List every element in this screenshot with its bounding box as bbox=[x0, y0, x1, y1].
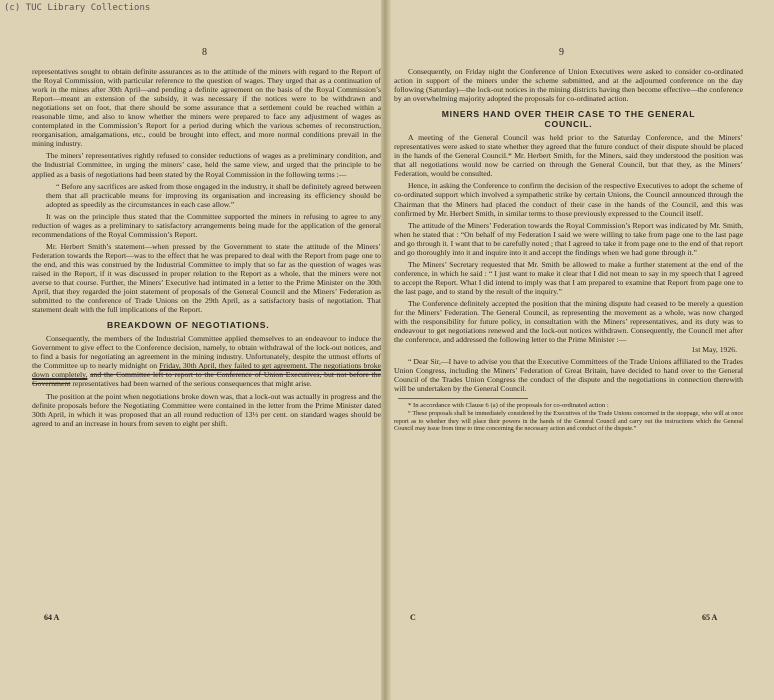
right-page bbox=[391, 0, 774, 700]
heading-line: MINERS HAND OVER THEIR CASE TO THE GENERAL bbox=[441, 109, 696, 120]
letter-body: “ Dear Sir,—I have to advise you that the Executive Committees of the Trade Unions affiliated to the Trades Union Congress, including the Miners’ Federation of Great Britain, have decided to hand over to the General Council of the Trades Union Congress the conduct of the dispute and the negotiations in connection therewith will be undertaken by the General Council. bbox=[394, 357, 743, 394]
paragraph: A meeting of the General Council was held prior to the Saturday Conference, and the Miners’ representatives were asked to state whether they agreed that the future conduct of their dispute should be placed in the hands of the General Council.* Mr. Herbert Smith, for the Miners, said they understood the position was that all negotiations would now be carried on through the General Council, but that they, as the Miners’ Federation, would be consulted. bbox=[394, 133, 743, 179]
letter-date: 1st May, 1926. bbox=[691, 345, 737, 355]
paragraph: The attitude of the Miners’ Federation towards the Royal Commission’s Report was indicated by Mr. Smith, when he stated that : “On behalf of my Federation I said we were willing to take from page one to the last page and go through it. I want that to be carefully noted ; that I agreed to take it from page one to the end of that report and go thoroughly into it and inquire into it and accept the findings when we had gone through it.” bbox=[394, 220, 743, 257]
left-text-column bbox=[32, 67, 381, 428]
footnote-quote: “ These proposals shall be immediately considered by the Executives of the Trade Unions concerned in the stoppage, who will at once report as to whether they will place their powers in the hands of the General Council and carry out the instructions which the General Council may issue from time to time concerning the necessary action and conduct of the dispute.” bbox=[394, 410, 743, 433]
paragraph-text: representatives had been warned of the serious consequences that might arise. bbox=[72, 379, 312, 389]
paragraph: The Conference definitely accepted the position that the mining dispute had ceased to be merely a question for the Miners’ Federation. The General Council, as representing the movement as a whole, was now charged with the responsibility for future policy, in consultation with the Miners’ representatives, and its duty was to endeavour to get negotiations renewed and the lock-out notices withdrawn. Consequently, the Council met after the conference, and addressed the following letter to the Prime Minister :— bbox=[394, 298, 743, 345]
paragraph bbox=[32, 334, 381, 388]
page-footer: 65 A bbox=[702, 613, 718, 622]
footnote-divider bbox=[398, 398, 528, 399]
section-heading bbox=[394, 109, 743, 129]
page-number: 8 bbox=[202, 47, 207, 58]
paragraph: Mr. Herbert Smith’s statement—when pressed by the Government to state the attitude of the Miners’ Federation towards the Report—was to the effect that he was prepared to deal with the Report from page one to the end, and this was construed by the Industrial Committee to imply that so far as the question of wages was raised in the Report, if it was discussed in proper relation to the Report as a whole, that the miners were not averse to that course. Further, the Miners’ Executive had intimated in a letter to the Prime Minister on the 30th April, that they regarded the joint statement of proposals of the General Council and the Miners’ Federation as submitted to the conference of Trade Unions on the 29th April, as a satisfactory basis of negotiation. That statement dealt with the full implications of the Report. bbox=[32, 241, 381, 315]
copyright-watermark: (c) TUC Library Collections bbox=[4, 3, 151, 13]
footnote: * In accordance with Clause 6 (a) of the proposals for co-ordinated action : bbox=[408, 402, 609, 410]
struck-text: and the Committee left to report to the Conference of Union Executives, but not before the Government bbox=[32, 370, 381, 389]
page-number: 9 bbox=[559, 47, 564, 58]
paragraph: representatives sought to obtain definite assurances as to the attitude of the miners with regard to the Report of the Royal Commission, with particular reference to the question of wages. They urged that as a continuation of work in the mines after 30th April—and pending a definite agreement on the basis of the Royal Commission’s Report—meant an extension of the subsidy, it was necessary if the notices were to be withdrawn and negotiations set on foot, that there should be some assurance that a settlement could be reached within a reasonable time, and also to know whether the miners were prepared to face any adjustment of wages as contemplated in the Commission’s Report for a period during which the various schemes of reconstruction, reorganisation, amalgamations, etc., could be brought into effect, and more normal conditions prevail in the mining industry. bbox=[32, 67, 381, 149]
heading-line: COUNCIL. bbox=[544, 119, 593, 130]
signature-mark: C bbox=[410, 613, 416, 622]
paragraph: The position at the point when negotiations broke down was, that a lock-out was actually in progress and the definite proposals before the Negotiating Committee were contained in the letter from the Prime Minister dated 30th April, in which it was proposed that an all round reduction of 13⅓ per cent. on standard wages should be agreed to and an increase in hours from seven to eight per shift. bbox=[32, 391, 381, 428]
paragraph: Consequently, on Friday night the Conference of Union Executives were asked to consider co-ordinated action in support of the miners under the scheme submitted, and at the adjourned conference on the day following (Saturday)—the lock-out notices in the mining districts having then become effective—the conference by an overwhelming majority adopted the proposals for co-ordinated action. bbox=[394, 67, 743, 104]
block-quote: “ Before any sacrifices are asked from those engaged in the industry, it shall be definitely agreed between them that all practicable means for improving its organisation and increasing its efficiency should be adopted as speedily as the circumstances in each case allow.” bbox=[46, 181, 381, 209]
left-page bbox=[0, 0, 382, 700]
paragraph: Hence, in asking the Conference to confirm the decision of the respective Executives to adopt the scheme of co-ordinated support which involved a sympathetic strike by certain Unions, the Council announced through the Chairman that the Miners had placed the conduct of their case in the hands of the Council, and this was confirmed by Mr. Herbert Smith, in similar terms to those previously expressed to the Council itself. bbox=[394, 181, 743, 218]
paragraph: The Miners’ Secretary requested that Mr. Smith be allowed to make a further statement at the end of the conference, in which he said : “ I just want to make it clear that I did not mean to say in my speech that I agreed to accept the Report. What I did intend to imply was that I am prepared to examine that Report from page one to the last page, and to stand by the result of the inquiry.” bbox=[394, 259, 743, 296]
paragraph: It was on the principle thus stated that the Committee supported the miners in refusing to agree to any reduction of wages as a preliminary to satisfactory arrangements being made for the application of the general recommendations of the Royal Commission’s Report. bbox=[32, 211, 381, 239]
page-footer: 64 A bbox=[44, 613, 60, 622]
book-gutter bbox=[381, 0, 391, 700]
section-heading: BREAKDOWN OF NEGOTIATIONS. bbox=[107, 320, 270, 331]
paragraph: The miners’ representatives rightly refused to consider reductions of wages as a preliminary condition, and the Industrial Committee, in urging the miners’ case, held the same view, and urged that the principle to be applied as a basis of negotiations had been stated by the Royal Commission in the following terms :— bbox=[32, 151, 381, 179]
underlined-text: Friday, 30th April, they failed to get agreement. The negotiations broke down completely, bbox=[32, 361, 381, 380]
right-text-column bbox=[394, 67, 743, 433]
paragraph-text: Consequently, the members of the Industrial Committee applied themselves to an endeavour to induce the Government to give effect to the Conference decision, namely, to obtain withdrawal of the lock-out notices, and to find a basis for negotiating an agreement in the mining industry. Unfortunately, despite the utmost efforts of the Committee up to nearly midnight on bbox=[32, 334, 381, 371]
